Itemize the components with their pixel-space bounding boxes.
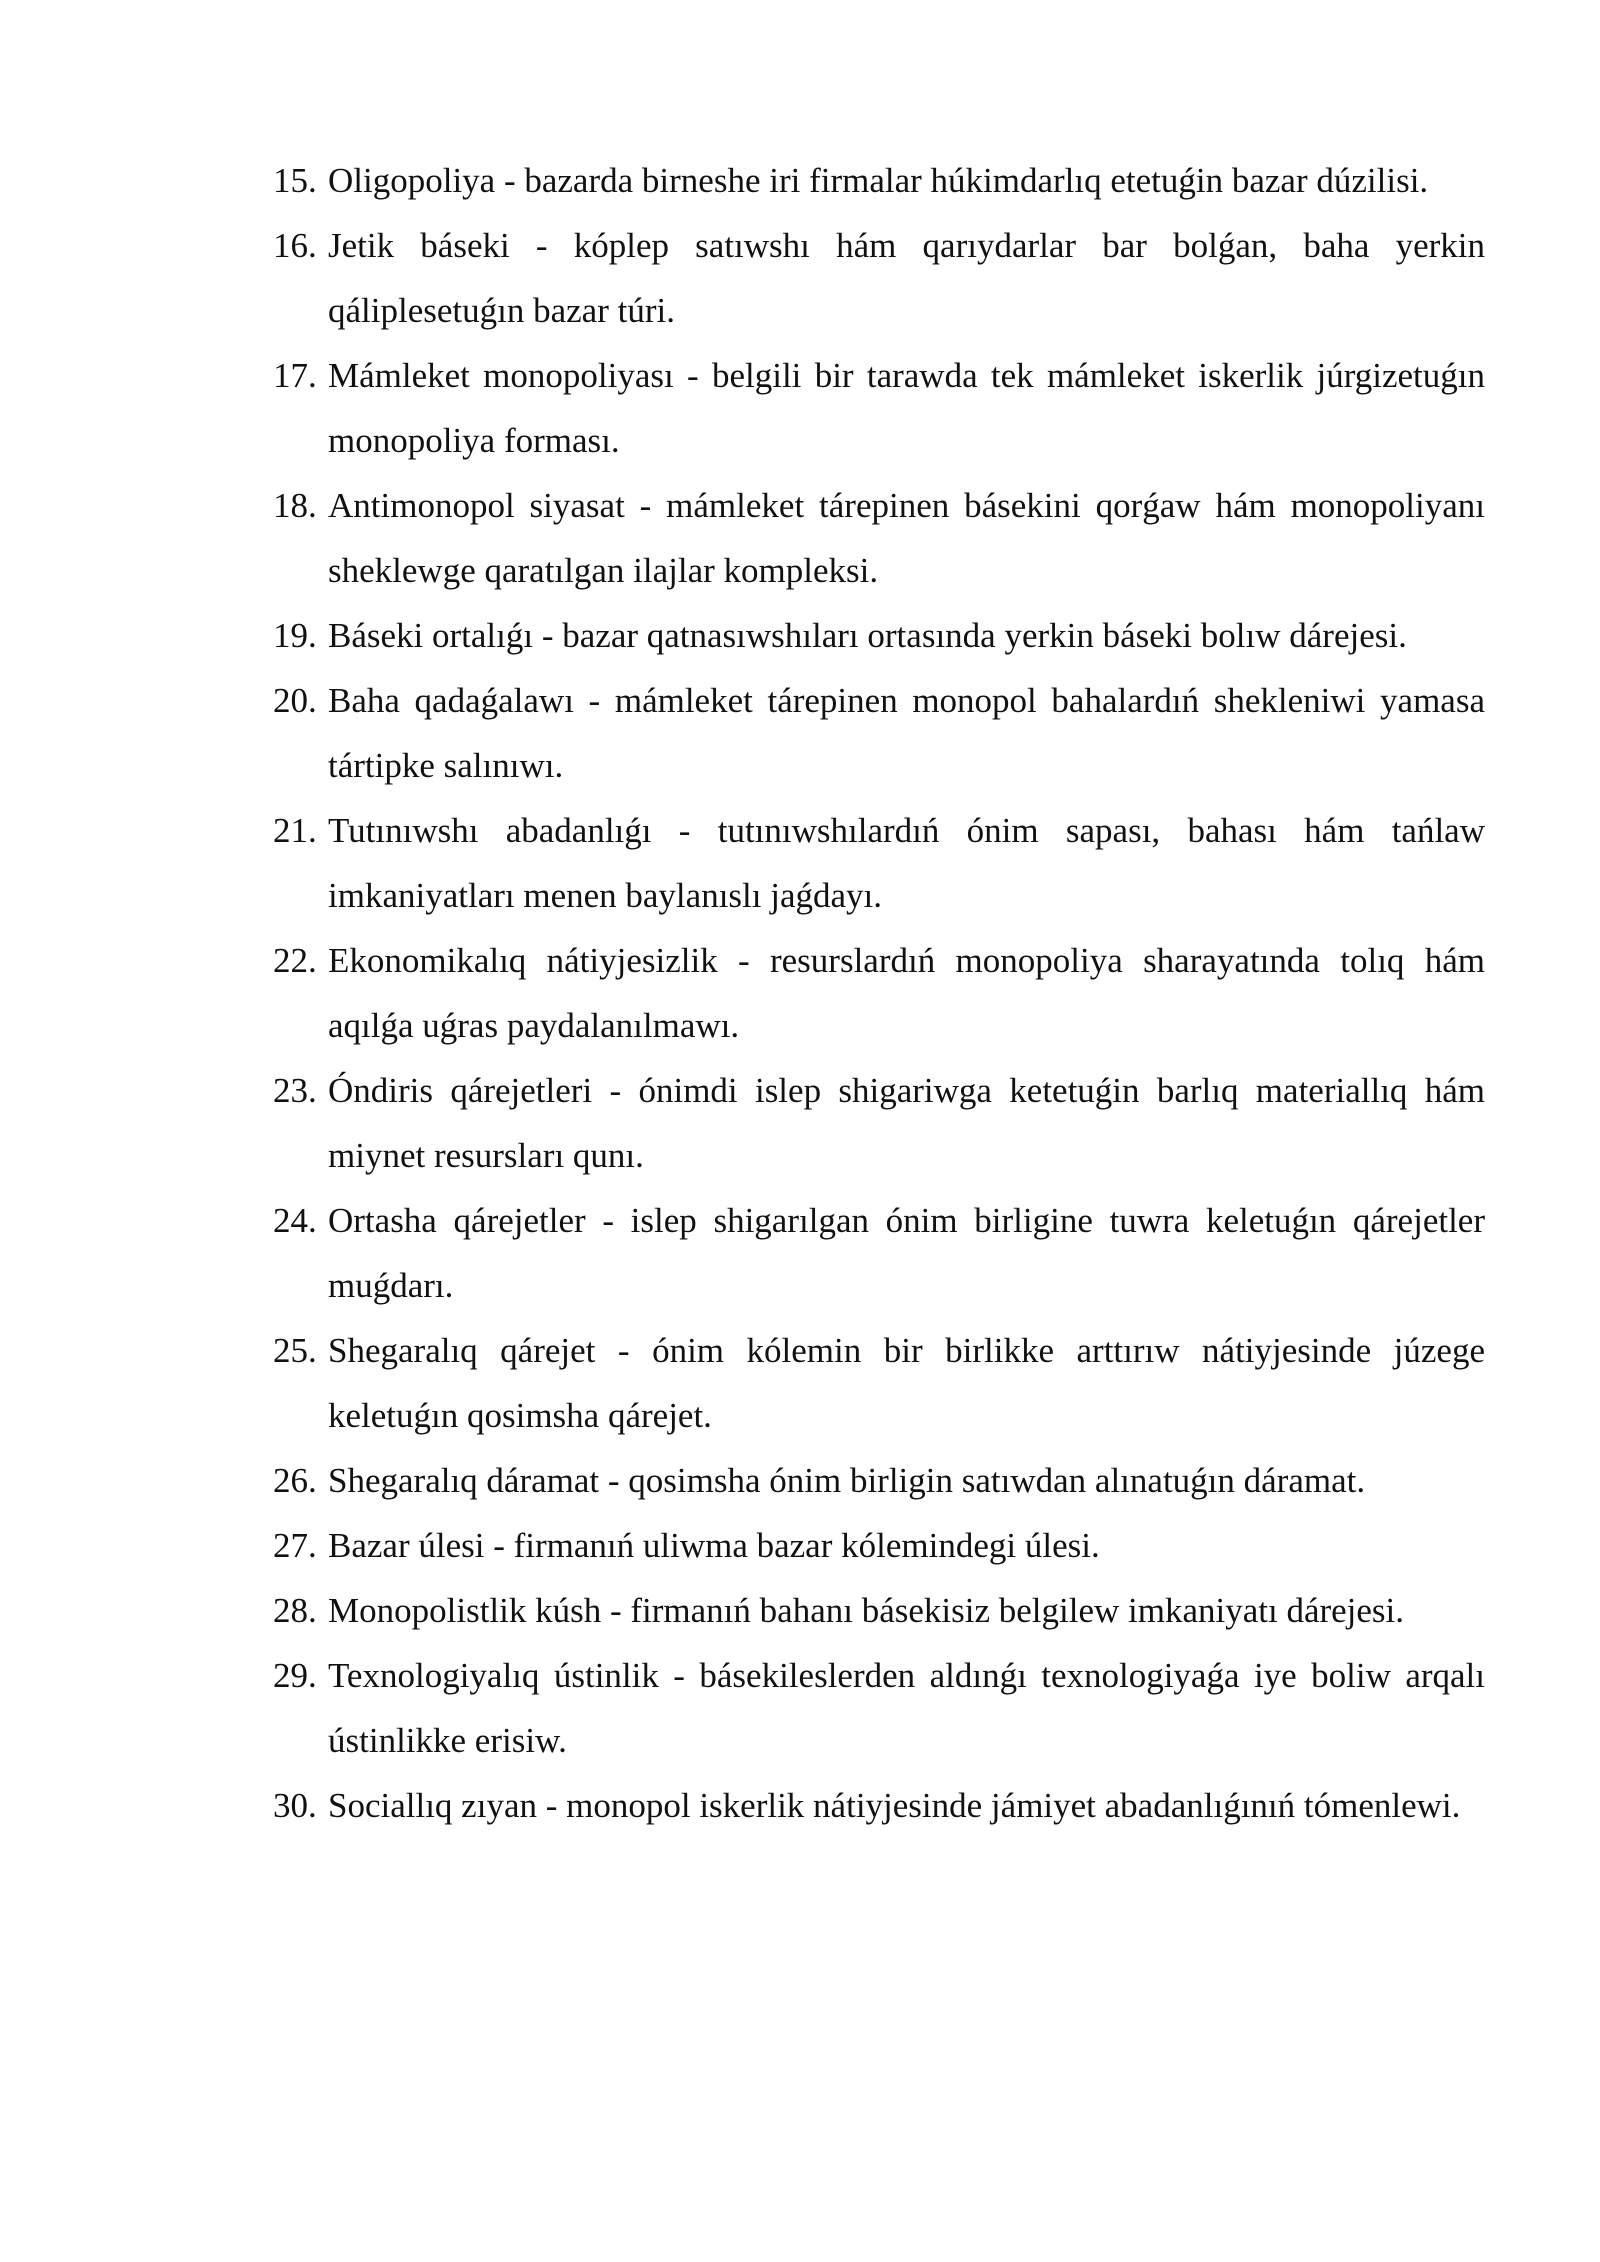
- item-text: Mámleket monopoliyası - belgili bir tarawda tek mámleket iskerlik júrgizetuǵın monopoliya forması.: [328, 356, 1485, 460]
- item-number: 16.: [273, 226, 317, 265]
- list-item: [273, 473, 1485, 603]
- item-text: Bazar úlesi - firmanıń uliwma bazar kólemindegi úlesi.: [328, 1526, 1100, 1565]
- item-number: 18.: [273, 486, 317, 525]
- list-item: [273, 603, 1485, 668]
- item-text: Tutınıwshı abadanlıǵı - tutınıwshılardıń ónim sapası, bahası hám tańlaw imkaniyatları menen baylanıslı jaǵdayı.: [328, 811, 1485, 915]
- list-item: [273, 1188, 1485, 1318]
- list-item: [273, 148, 1485, 213]
- item-number: 19.: [273, 616, 317, 655]
- item-number: 27.: [273, 1526, 317, 1565]
- list-item: [273, 1318, 1485, 1448]
- item-number: 23.: [273, 1071, 317, 1110]
- list-item: [273, 1448, 1485, 1513]
- item-number: 20.: [273, 681, 317, 720]
- item-text: Jetik báseki - kóplep satıwshı hám qarıydarlar bar bolǵan, baha yerkin qáliplesetuǵın bazar túri.: [328, 226, 1485, 330]
- item-number: 30.: [273, 1786, 317, 1825]
- item-text: Texnologiyalıq ústinlik - básekileslerden aldınǵı texnologiyaǵa iye boliw arqalı ústinlikke erisiw.: [328, 1656, 1485, 1760]
- item-text: Monopolistlik kúsh - firmanıń bahanı básekisiz belgilew imkaniyatı dárejesi.: [328, 1591, 1405, 1630]
- list-item: [273, 1058, 1485, 1188]
- item-text: Shegaralıq qárejet - ónim kólemin bir birlikke arttırıw nátiyjesinde júzege keletuǵın qosimsha qárejet.: [328, 1331, 1485, 1435]
- glossary-list: [273, 148, 1485, 1838]
- item-number: 28.: [273, 1591, 317, 1630]
- item-number: 15.: [273, 161, 317, 200]
- item-text: Oligopoliya - bazarda birneshe iri firmalar húkimdarlıq etetuǵin bazar dúzilisi.: [328, 161, 1429, 200]
- item-number: 22.: [273, 941, 317, 980]
- list-item: [273, 1773, 1485, 1838]
- list-item: [273, 1578, 1485, 1643]
- list-item: [273, 668, 1485, 798]
- item-number: 21.: [273, 811, 317, 850]
- item-text: Shegaralıq dáramat - qosimsha ónim birligin satıwdan alınatuǵın dáramat.: [328, 1461, 1366, 1500]
- item-text: Óndiris qárejetleri - ónimdi islep shigariwga ketetuǵin barlıq materiallıq hám miynet resursları qunı.: [328, 1071, 1485, 1175]
- item-text: Báseki ortalıǵı - bazar qatnasıwshıları ortasında yerkin báseki bolıw dárejesi.: [328, 616, 1407, 655]
- item-text: Sociallıq zıyan - monopol iskerlik nátiyjesinde jámiyet abadanlıǵınıń tómenlewi.: [328, 1786, 1461, 1825]
- item-text: Antimonopol siyasat - mámleket tárepinen básekini qorǵaw hám monopoliyanı sheklewge qaratılgan ilajlar kompleksi.: [328, 486, 1485, 590]
- list-item: [273, 1643, 1485, 1773]
- item-text: Baha qadaǵalawı - mámleket tárepinen monopol bahalardıń shekleniwi yamasa tártipke salınıwı.: [328, 681, 1485, 785]
- list-item: [273, 213, 1485, 343]
- item-number: 17.: [273, 356, 317, 395]
- item-number: 26.: [273, 1461, 317, 1500]
- item-number: 25.: [273, 1331, 317, 1370]
- list-item: [273, 343, 1485, 473]
- list-item: [273, 798, 1485, 928]
- item-number: 29.: [273, 1656, 317, 1695]
- item-text: Ortasha qárejetler - islep shigarılgan ónim birligine tuwra keletuǵın qárejetler muǵdarı.: [328, 1201, 1485, 1305]
- item-number: 24.: [273, 1201, 317, 1240]
- list-item: [273, 928, 1485, 1058]
- list-item: [273, 1513, 1485, 1578]
- item-text: Ekonomikalıq nátiyjesizlik - resurslardıń monopoliya sharayatında tolıq hám aqılǵa uǵras paydalanılmawı.: [328, 941, 1485, 1045]
